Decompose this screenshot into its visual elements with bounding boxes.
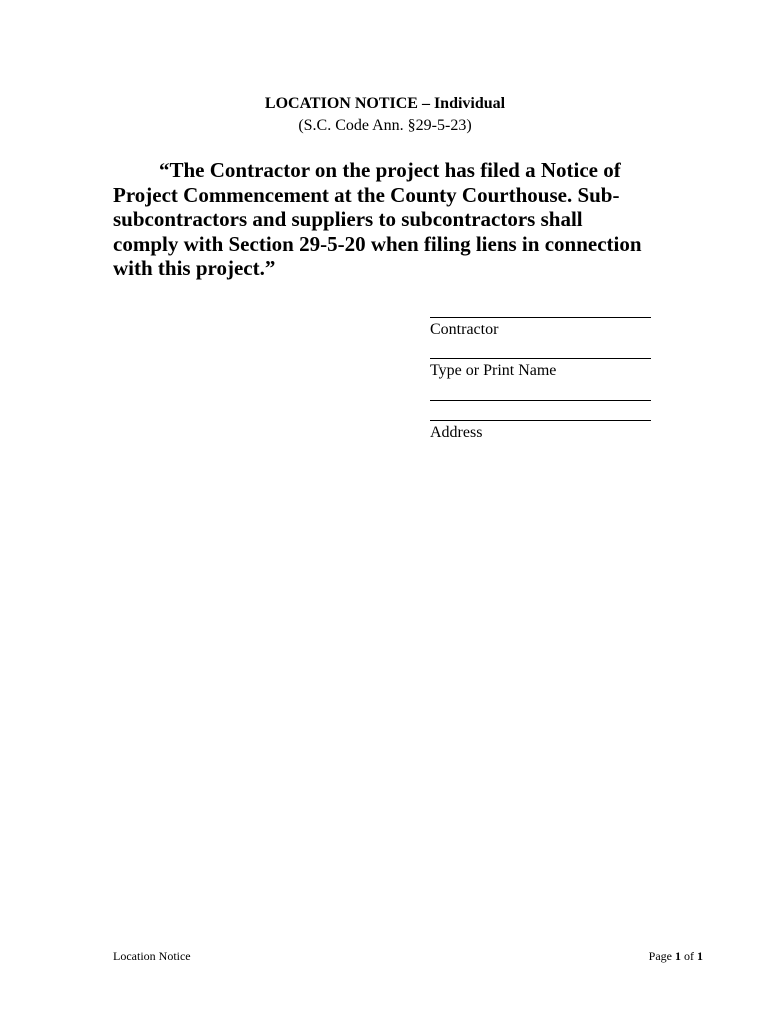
- type-or-print-name-label: Type or Print Name: [430, 362, 557, 379]
- footer-page-number: [649, 949, 703, 963]
- document-title: LOCATION NOTICE – Individual: [264, 95, 506, 112]
- notice-text: “The Contractor on the project has filed a Notice of Project Commencement at the County Courthouse. Sub-subcontractors and suppliers to subcontractors shall comply with Section 29-5-20 when filing liens in connection with this project.”: [113, 158, 642, 280]
- name-line[interactable]: [430, 358, 651, 359]
- name-signature-block: [430, 343, 652, 381]
- address-block: [430, 385, 652, 443]
- contractor-signature-line[interactable]: [430, 317, 651, 318]
- statute-citation: (S.C. Code Ann. §29-5-23): [298, 117, 472, 134]
- address-line-1[interactable]: [430, 400, 651, 401]
- contractor-signature-block: [430, 301, 652, 340]
- address-line-2[interactable]: [430, 420, 651, 421]
- page-prefix: Page: [648, 949, 672, 963]
- page-of: of: [684, 949, 694, 963]
- page-total: 1: [697, 949, 703, 963]
- page-current: 1: [675, 949, 681, 963]
- footer-document-name: Location Notice: [113, 949, 191, 963]
- contractor-label: Contractor: [430, 321, 499, 338]
- address-label: Address: [430, 424, 483, 441]
